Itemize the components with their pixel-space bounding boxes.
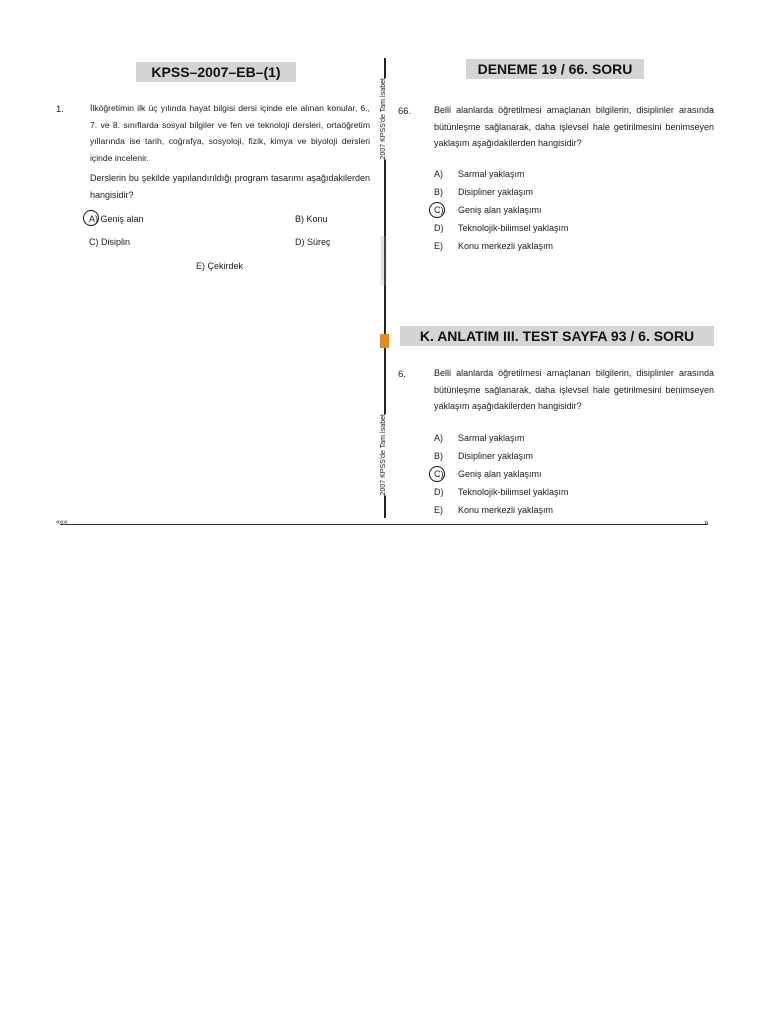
option-letter: C) [434,205,444,215]
left-option-d[interactable]: D) Süreç [295,237,331,247]
option-text: Konu merkezli yaklaşım [458,505,554,515]
right-heading-1: DENEME 19 / 66. SORU [466,59,644,79]
option-letter: A) [434,169,443,179]
answer-circle-mark [429,466,445,482]
right1-options [434,168,569,258]
left-question-text: İlköğretimin ilk üç yılında hayat bilgisi dersi içinde ele alınan konular, 6., 7. ve 8. sınıflarda sosyal bilgiler ve fen ve teknoloji dersleri, ortaöğretim yıllarında ise tarih, coğrafya, sosyoloji, fizik, kimya ve biyoloji dersleri içinde incelenir. [90,103,370,163]
option-letter: B) [434,451,443,461]
page-footer-left-mark: ««« [56,519,68,526]
option-text: Disipliner yaklaşım [458,187,534,197]
right2-option-d[interactable] [434,486,569,504]
left-question-prompt: Derslerin bu şekilde yapılandırıldığı program tasarımı aşağıdakilerden hangisidir? [90,173,370,200]
option-text: Teknolojik-bilimsel yaklaşım [458,487,569,497]
option-text: Teknolojik-bilimsel yaklaşım [458,223,569,233]
right2-option-e[interactable] [434,504,569,522]
option-text: Disipliner yaklaşım [458,451,534,461]
right2-options [434,432,569,522]
left-option-b[interactable]: B) Konu [295,214,328,224]
right1-option-b[interactable] [434,186,569,204]
option-letter: A) [434,433,443,443]
right2-option-a[interactable] [434,432,569,450]
page-footer-right-mark: » [704,518,709,527]
option-letter: C) [434,469,444,479]
right1-question-number: 66. [398,106,412,117]
option-letter: E) [434,241,443,251]
option-text: Sarmal yaklaşım [458,433,525,443]
option-text: Konu merkezli yaklaşım [458,241,554,251]
right2-option-b[interactable] [434,450,569,468]
option-letter: E) [434,505,443,515]
option-letter: D) [434,223,444,233]
left-option-e[interactable]: E) Çekirdek [196,261,244,271]
left-heading: KPSS–2007–EB–(1) [136,62,296,82]
left-option-c[interactable]: C) Disiplin [89,237,131,247]
option-text: Geniş alan yaklaşımı [458,205,542,215]
right1-option-e[interactable] [434,240,569,258]
page-bottom-rule [60,524,708,525]
publisher-logo-icon [380,334,389,348]
option-letter: B) [434,187,443,197]
right1-question-text: Belli alanlarda öğretilmesi amaçlanan bilgilerin, disiplinler arasında bütünleşme sağlanarak, daha işlevsel hale getirilmesini benimseyen yaklaşım aşağıdakilerden hangisidir? [434,105,714,148]
right1-option-d[interactable] [434,222,569,240]
right2-option-c[interactable] [434,468,569,486]
right2-question-number: 6. [398,369,406,380]
left-question-number: 1. [56,104,64,115]
option-text: Geniş alan yaklaşımı [458,469,542,479]
answer-circle-mark [429,202,445,218]
divider-bottom-label: 2007 KPSS'de Tam İsabet [380,414,387,496]
publisher-watermark: ▒▒▒▒▒▒▒▒▒▒▒▒▒▒ [381,236,387,286]
option-text: Sarmal yaklaşım [458,169,525,179]
option-letter: D) [434,487,444,497]
right1-option-a[interactable] [434,168,569,186]
right-heading-2: K. ANLATIM III. TEST SAYFA 93 / 6. SORU [400,326,714,346]
left-option-a[interactable]: A) Geniş alan [89,214,144,224]
divider-top-label: 2007 KPSS'de Tam İsabet [380,78,387,160]
right1-option-c[interactable] [434,204,569,222]
right2-question-text: Belli alanlarda öğretilmesi amaçlanan bilgilerin, disiplinler arasında bütünleşme sağlanarak, daha işlevsel hale getirilmesini benimseyen yaklaşım aşağıdakilerden hangisidir? [434,368,714,411]
